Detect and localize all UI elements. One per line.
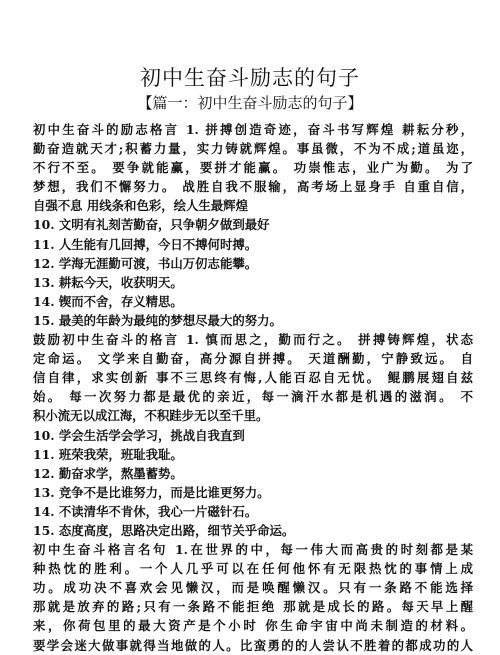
text-line: 13. 竞争不是比谁努力，而是比谁更努力。 <box>33 484 270 500</box>
document-subtitle: 【篇一：初中生奋斗励志的句子】 <box>137 94 363 112</box>
text-line: 11. 班荣我荣，班耻我耻。 <box>33 446 183 462</box>
text-line: 那就是放弃的路;只有一条路不能拒绝 那就是成长的路。每天早上醒 <box>33 599 473 615</box>
text-line: 鼓励初中生奋斗的格言 1. 慎而思之，勤而行之。 拼搏铸辉煌，状态 <box>33 332 473 348</box>
text-line: 12. 勤奋求学，熬墨蓄势。 <box>33 465 183 481</box>
text-line: 不行不至。 要争就能赢，要拼才能赢。 功崇惟志，业广为勤。 为了 <box>33 160 473 176</box>
text-line: 梦想，我们不懈努力。 战胜自我不服输，高考场上显身手 自重自信， <box>33 179 473 195</box>
text-line: 功。成功决不喜欢会见懒汉，而是唤醒懒汉。只有一条路不能选择 <box>33 580 473 596</box>
text-line: 11. 人生能有几回搏，今日不搏何时搏。 <box>33 236 258 252</box>
text-line: 自强不息 用线条和色彩，绘人生最辉煌 <box>33 198 248 214</box>
text-line: 定命运。 文学来自勤奋，高分源自拼搏。 天道酬勤，宁静致远。 自 <box>33 351 473 367</box>
text-line: 15. 最美的年龄为最纯的梦想尽最大的努力。 <box>33 312 282 328</box>
text-line: 10. 学会生活学会学习，挑战自我直到 <box>33 427 245 443</box>
text-line: 种热忱的胜利。一个人几乎可以在任何他怀有无限热忱的事情上成 <box>33 561 473 577</box>
text-line: 积小流无以成江海，不积跬步无以至千里。 <box>33 408 269 424</box>
document-title: 初中生奋斗励志的句子 <box>140 66 360 90</box>
text-line: 初中生奋斗的励志格言 1. 拼搏创造奇迹，奋斗书写辉煌 耕耘分秒， <box>33 122 473 137</box>
text-line: 13. 耕耘今天，收获明天。 <box>33 274 183 290</box>
text-line: 始。 每一次努力都是最优的亲近，每一滴汗水都是机遇的滋润。 不 <box>33 389 473 405</box>
text-line: 要学会迷大做事就得当地做的人。比蛮勇的的人尝认不胜着的都成功的人 <box>33 637 473 653</box>
text-line: 初中生奋斗格言名句 1.在世界的中，每一伟大而高贵的时刻都是某 <box>33 542 473 558</box>
text-line: 15. 态度高度，思路决定出路，细节关乎命运。 <box>33 522 295 538</box>
text-line: 来，你荷包里的最大资产是个小时 你生命宇宙中尚未制造的材料。 <box>33 618 473 634</box>
text-line: 14. 不读清华不肯休，我心一片磁针石。 <box>33 503 258 519</box>
document-body <box>33 120 473 655</box>
text-line: 10. 文明有礼刻苦勤奋，只争朝夕做到最好 <box>33 217 270 233</box>
text-line: 信自律，求实创新 事不三思终有悔,人能百忍自无忧。 鲲鹏展翅自兹 <box>33 370 473 386</box>
text-line: 勤奋造就天才;积蓄力量，实力铸就辉煌。事虽微，不为不成;道虽迩， <box>33 141 473 157</box>
text-line: 12. 学海无涯勤可渡，书山万仞志能攀。 <box>33 255 258 271</box>
text-line: 14. 锲而不舍，存义精思。 <box>33 293 183 309</box>
